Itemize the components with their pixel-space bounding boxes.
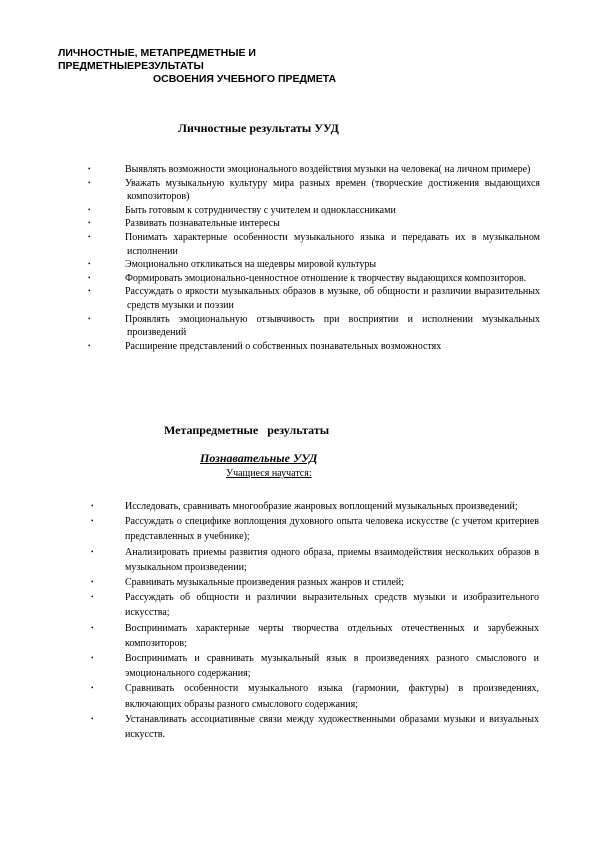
list-item [88, 217, 540, 231]
bullet-icon: • [91, 623, 94, 632]
list-item [91, 545, 539, 575]
bullet-icon: • [91, 502, 94, 510]
list-item-text: Сравнивать музыкальные произведения разных жанров и стилей; [125, 577, 404, 589]
list-item-text: Расширение представлений о собственных познавательных возможностях [125, 340, 442, 352]
list-item [91, 681, 539, 711]
meta-results-heading: Метапредметные результаты [164, 423, 330, 437]
bullet-icon: • [91, 578, 94, 587]
bullet-icon: • [91, 684, 94, 693]
list-item-text: Выявлять возможности эмоционального воздействия музыки на человека( на личном примере) [125, 164, 531, 175]
bullet-icon: • [91, 593, 94, 602]
list-item-text: Устанавливать ассоциативные связи между художественными образами музыки и визуальных искусств. [125, 713, 539, 741]
list-item-text: Быть готовым к сотрудничеству с учителем и одноклассниками [125, 204, 396, 216]
list-item [91, 514, 539, 544]
document-title-line-1: ЛИЧНОСТНЫЕ, МЕТАПРЕДМЕТНЫЕ И [58, 47, 256, 59]
list-item [88, 285, 540, 312]
list-item-text: Рассуждать о яркости музыкальных образов в музыке, об общности и различии выразительных средств музыки и поэзии [125, 286, 540, 311]
list-item-text: Рассуждать о специфике воплощения духовного опыта человека искусстве (с учетом критериев представленных в учебнике); [125, 516, 539, 543]
list-item [88, 177, 540, 204]
personal-results-list [88, 163, 540, 353]
list-item-text: Воспринимать и сравнивать музыкальный язык в произведениях разного смыслового и эмоционального содержания; [125, 653, 539, 680]
list-item-text: Уважать музыкальную культуру мира разных времен (творческие достижения выдающихся композиторов) [125, 177, 540, 203]
list-item-text: Воспринимать характерные черты творчества отдельных отечественных и зарубежных композиторов; [125, 622, 539, 649]
bullet-icon: • [91, 547, 94, 556]
personal-results-heading: Личностные результаты УУД [178, 121, 339, 135]
list-item [88, 163, 540, 177]
list-item [88, 272, 540, 286]
students-will-learn-label: Учащиеся научатся: [226, 468, 312, 479]
list-item [91, 499, 539, 514]
list-item [88, 340, 540, 354]
list-item [91, 575, 539, 590]
list-item-text: Рассуждать об общности и различии выразительных средств музыки и изобразительного искусства; [125, 592, 539, 619]
list-item-text: Понимать характерные особенности музыкального языка и передавать их в музыкальном исполнении [125, 231, 540, 257]
list-item [91, 712, 539, 742]
list-item [88, 204, 540, 218]
list-item-text: Исследовать, сравнивать многообразие жанровых воплощений музыкальных произведений; [125, 501, 518, 512]
document-title-line-3: ОСВОЕНИЯ УЧЕБНОГО ПРЕДМЕТА [153, 73, 337, 85]
list-item-text: Развивать познавательные интересы [125, 218, 280, 230]
meta-results-list [91, 499, 539, 742]
list-item-text: Эмоционально откликаться на шедевры мировой культуры [125, 259, 377, 271]
list-item-text: Анализировать приемы развития одного образа, приемы взаимодействия нескольких образов в музыкальном произведении; [125, 546, 539, 573]
bullet-icon: • [91, 654, 94, 663]
bullet-icon: • [91, 517, 94, 526]
list-item [88, 231, 540, 258]
list-item-text: Сравнивать особенности музыкального языка (гармонии, фактуры) в произведениях, включающих образы разного смыслового содержания; [125, 683, 539, 710]
cognitive-uud-heading: Познавательные УУД [200, 451, 318, 465]
list-item-text: Проявлять эмоциональную отзывчивость при восприятии и исполнении музыкальных произведений [125, 313, 540, 339]
list-item [88, 258, 540, 272]
document-title-line-2: ПРЕДМЕТНЫЕРЕЗУЛЬТАТЫ [58, 60, 204, 72]
list-item-text: Формировать эмоционально-ценностное отношение к творчеству выдающихся композиторов. [125, 272, 527, 284]
list-item [91, 621, 539, 651]
list-item [91, 651, 539, 681]
bullet-icon: • [91, 714, 94, 723]
list-item [88, 313, 540, 340]
list-item [91, 590, 539, 620]
